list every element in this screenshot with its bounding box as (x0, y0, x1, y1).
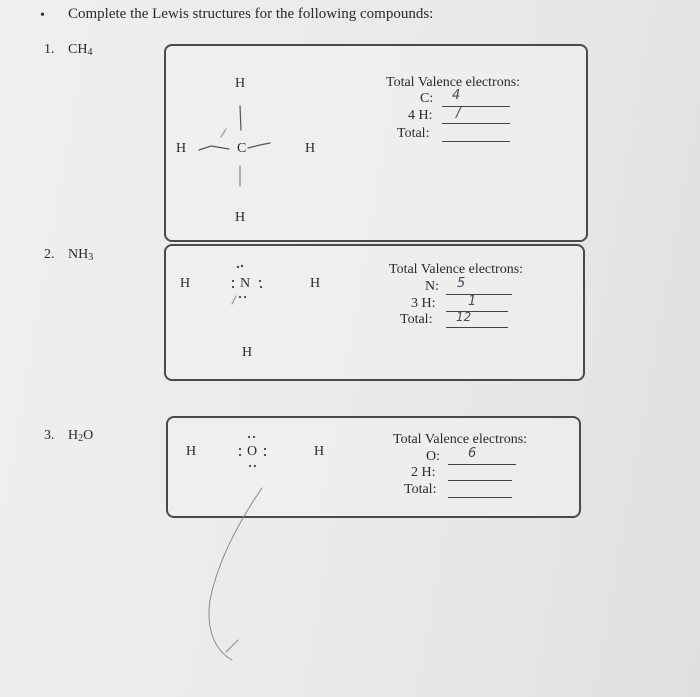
answer-blank[interactable] (442, 106, 510, 107)
formula: $H_2O$ (68, 428, 94, 444)
answer-blank[interactable] (446, 327, 508, 328)
instructions-text: Complete the Lewis structures for the following compounds: (68, 6, 434, 22)
problem-number: 1. (44, 42, 55, 57)
atom-h-bottom: H (235, 210, 246, 225)
problem-number: 3. (44, 428, 55, 443)
answer-n: 5 (457, 276, 466, 291)
valence-label-c: C: (420, 91, 434, 106)
atom-h-bottom: H (242, 345, 253, 360)
atom-h-right: H (310, 276, 321, 291)
formula: $NH_3$ (68, 247, 94, 263)
answer-3h: 1 (468, 294, 477, 309)
valence-label-total: Total: (400, 312, 433, 327)
valence-label-n: N: (425, 279, 439, 294)
problem-number: 2. (44, 247, 55, 262)
valence-label-2h: 2 H: (411, 465, 436, 480)
valence-label-o: O: (426, 449, 440, 464)
atom-h-left: H (180, 276, 191, 291)
valence-heading: Total Valence electrons: (389, 262, 524, 277)
formula: $CH_4$ (68, 42, 93, 58)
atom-h-right: H (314, 444, 325, 459)
answer-4h: / (456, 106, 461, 121)
problem-1-answer-box (164, 44, 588, 242)
problem-1-label (44, 42, 92, 58)
instruction-bullet: • (40, 8, 45, 23)
atom-h-top: H (235, 76, 246, 91)
answer-blank[interactable] (448, 480, 512, 481)
atom-h-right: H (305, 141, 316, 156)
atom-h-left: H (176, 141, 187, 156)
answer-total: 12 (456, 310, 472, 324)
valence-label-4h: 4 H: (408, 108, 433, 123)
valence-heading: Total Valence electrons: (386, 75, 521, 90)
valence-heading: Total Valence electrons: (393, 432, 528, 447)
answer-blank[interactable] (448, 497, 512, 498)
valence-label-3h: 3 H: (411, 296, 436, 311)
answer-blank[interactable] (442, 123, 510, 124)
atom-h-left: H (186, 444, 197, 459)
pencil-stroke (226, 640, 238, 652)
atom-n-center: N (240, 276, 251, 291)
problem-2-label (44, 247, 93, 263)
answer-blank[interactable] (442, 141, 510, 142)
valence-label-total: Total: (404, 482, 437, 497)
valence-label-total: Total: (397, 126, 430, 141)
answer-o: 6 (468, 446, 477, 461)
answer-c: 4 (452, 88, 461, 103)
answer-blank[interactable] (446, 294, 512, 295)
atom-c-center: C (237, 141, 247, 156)
atom-o-center: O (247, 444, 258, 459)
problem-3-label (44, 428, 93, 444)
answer-blank[interactable] (448, 464, 516, 465)
